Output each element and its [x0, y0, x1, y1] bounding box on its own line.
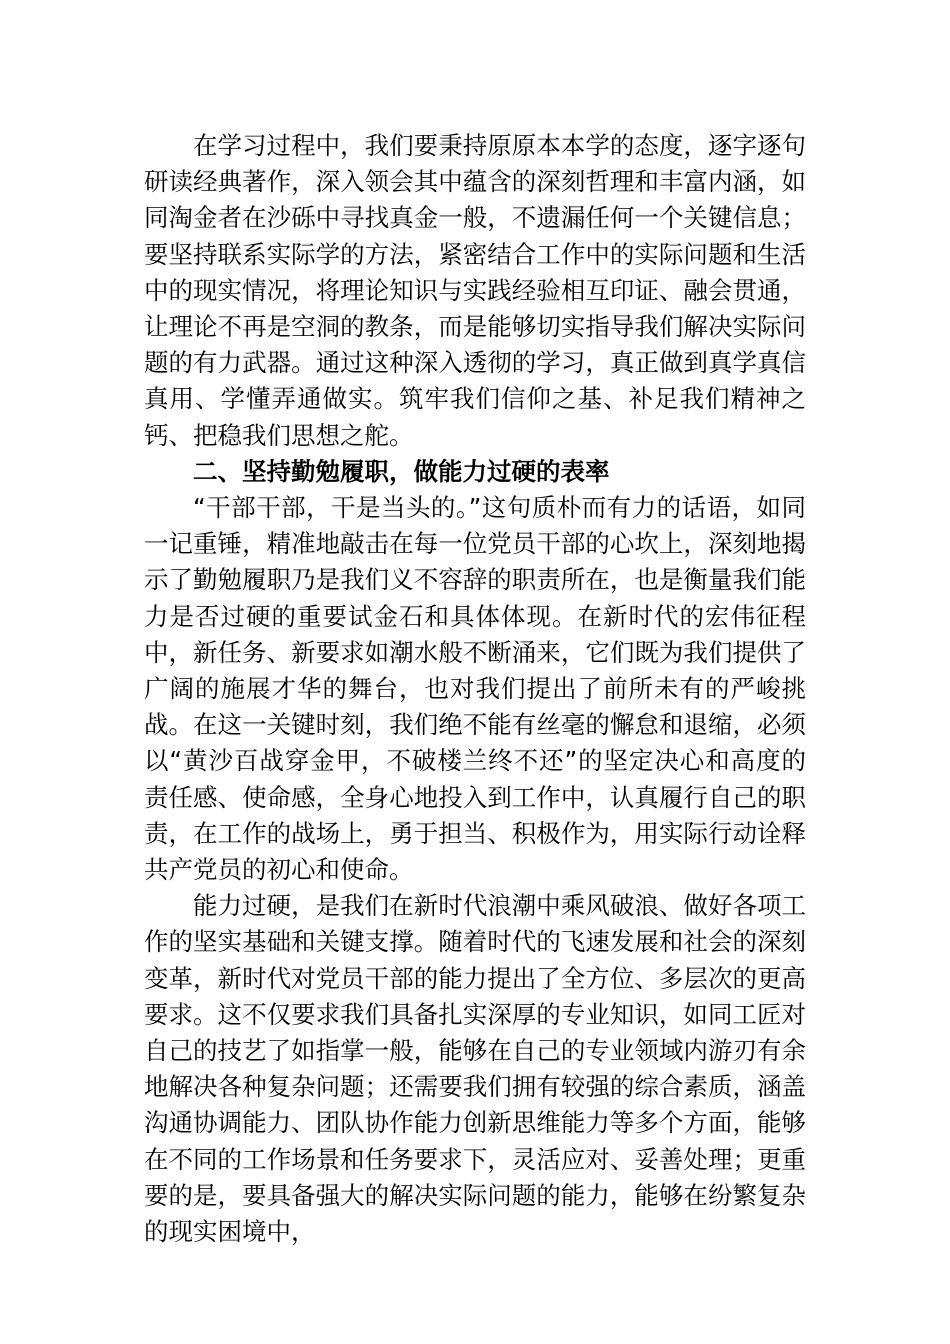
document-body — [144, 128, 806, 1250]
paragraph-ability-solid: 能力过硬，是我们在新时代浪潮中乘风破浪、做好各项工作的坚实基础和关键支撑。随着时代的飞速发展和社会的深刻变革，新时代对党员干部的能力提出了全方位、多层次的更高要求。这不仅要求我们具备扎实深厚的专业知识，如同工匠对自己的技艺了如指掌一般，能够在自己的专业领域内游刃有余地解决各种复杂问题；还需要我们拥有较强的综合素质，涵盖沟通协调能力、团队协作能力创新思维能力等多个方面，能够在不同的工作场景和任务要求下，灵活应对、妥善处理；更重要的是，要具备强大的解决实际问题的能力，能够在纷繁复杂的现实困境中， — [144, 891, 806, 1247]
paragraph-study-approach: 在学习过程中，我们要秉持原原本本学的态度，逐字逐句研读经典著作，深入领会其中蕴含的深刻哲理和丰富内涵，如同淘金者在沙砾中寻找真金一般，不遗漏任何一个关键信息；要坚持联系实际学的方法，紧密结合工作中的实际问题和生活中的现实情况，将理论知识与实践经验相互印证、融会贯通，让理论不再是空洞的教条，而是能够切实指导我们解决实际问题的有力武器。通过这种深入透彻的学习，真正做到真学真信真用、学懂弄通做实。筑牢我们信仰之基、补足我们精神之钙、把稳我们思想之舵。 — [144, 131, 806, 450]
paragraph-diligent-duty: “干部干部，干是当头的。”这句质朴而有力的话语，如同一记重锤，精准地敲击在每一位党员干部的心坎上，深刻地揭示了勤勉履职乃是我们义不容辞的职责所在，也是衡量我们能力是否过硬的重要试金石和具体体现。在新时代的宏伟征程中，新任务、新要求如潮水般不断涌来，它们既为我们提供了广阔的施展才华的舞台，也对我们提出了前所未有的严峻挑战。在这一关键时刻，我们绝不能有丝毫的懈怠和退缩，必须以“黄沙百战穿金甲，不破楼兰终不还”的坚定决心和高度的责任感、使命感，全身心地投入到工作中，认真履行自己的职责，在工作的战场上，勇于担当、积极作为，用实际行动诠释共产党员的初心和使命。 — [144, 493, 806, 885]
section-heading: 二、坚持勤勉履职，做能力过硬的表率 — [193, 456, 610, 486]
